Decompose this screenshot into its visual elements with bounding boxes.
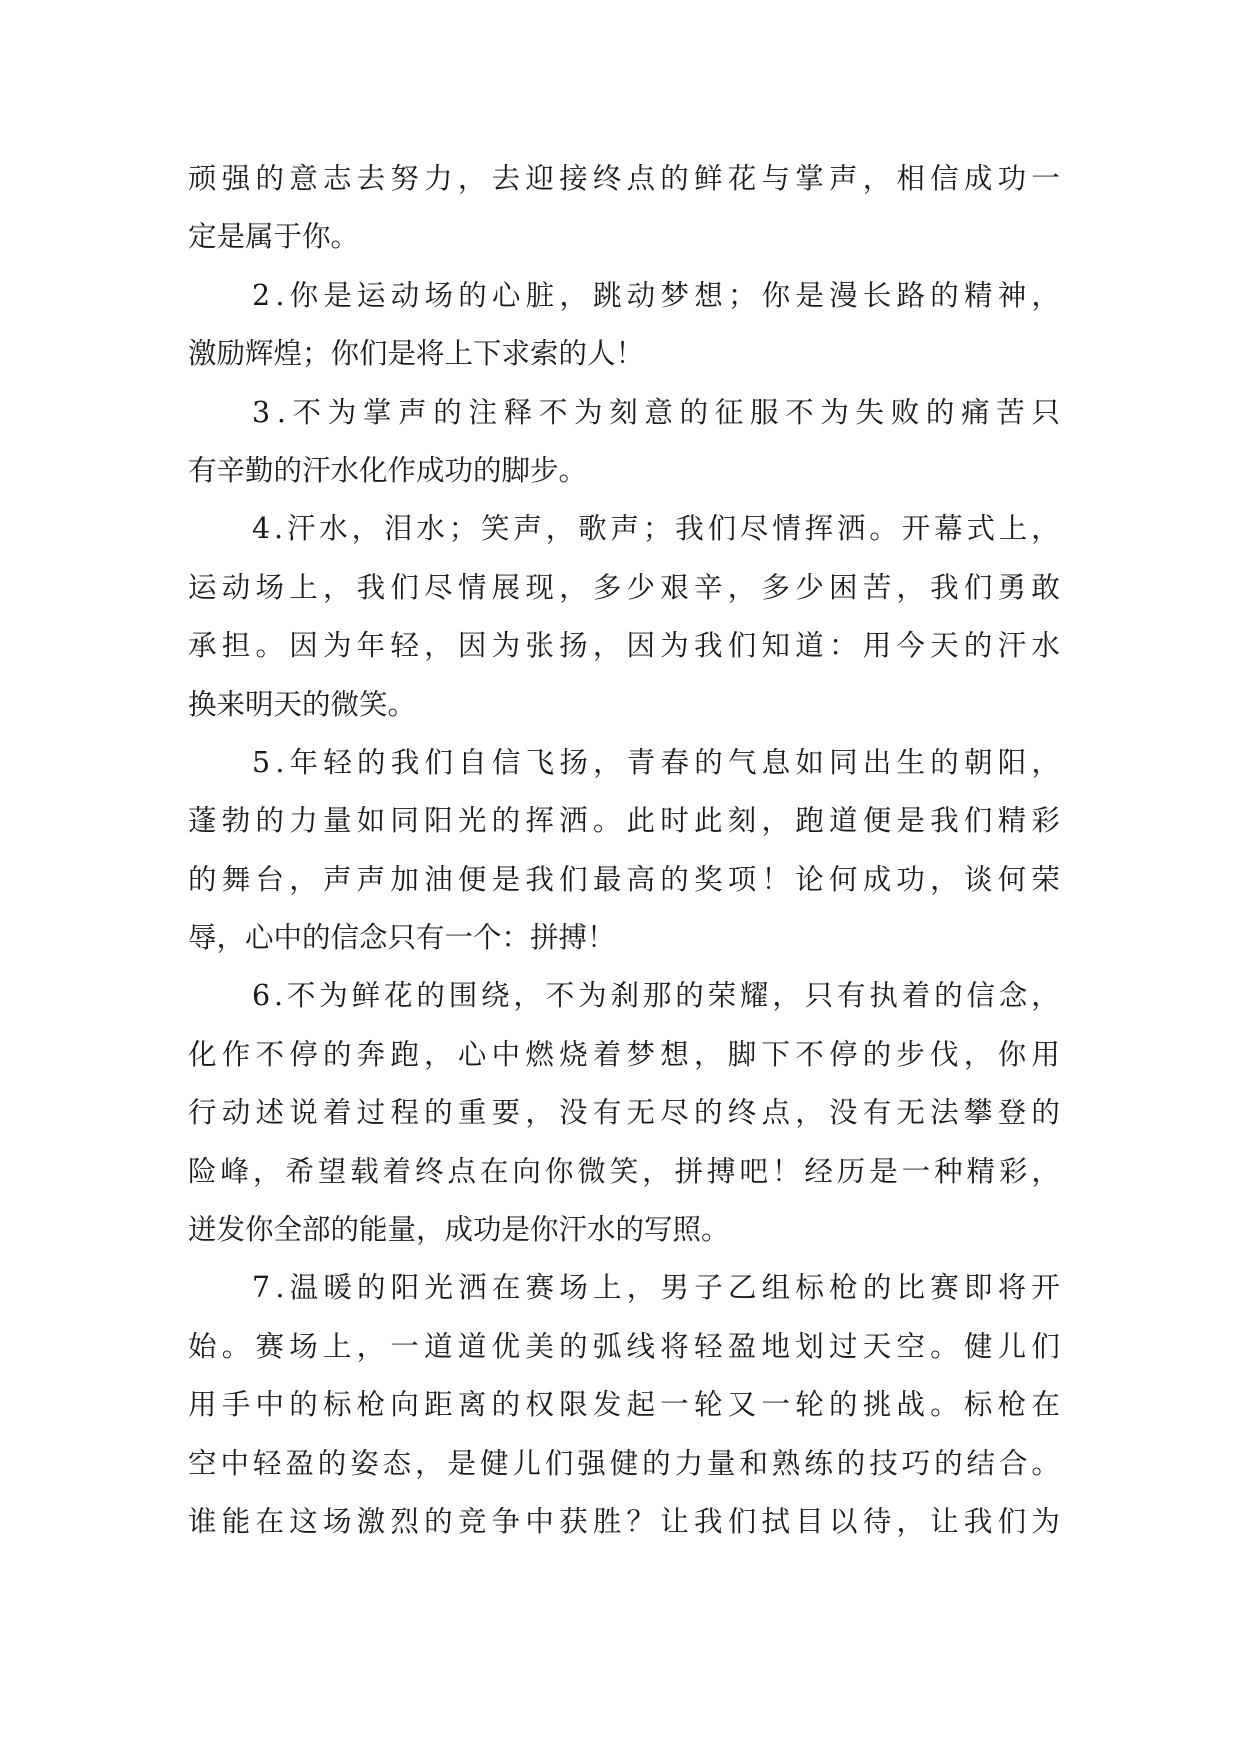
paragraph-first-line: 2 . 你 是 运 动 场 的 心 脏 ， 跳 动 梦 想 ； 你 是 漫 长 路 的 精 神 ， — [252, 278, 1060, 312]
paragraph-line: 谁 能 在 这 场 激 烈 的 竞 争 中 获 胜 ？ 让 我 们 拭 目 以 待 ， 让 我 们 为 — [188, 1504, 1060, 1538]
paragraph-line: 运 动 场 上 ， 我 们 尽 情 展 现 ， 多 少 艰 辛 ， 多 少 困 苦 ， 我 们 勇 敢 — [188, 570, 1060, 604]
paragraph-first-line: 7 . 温 暖 的 阳 光 洒 在 赛 场 上 ， 男 子 乙 组 标 枪 的 比 赛 即 将 开 — [252, 1271, 1060, 1305]
paragraph-line: 有辛勤的汗水化作成功的脚步。 — [188, 453, 588, 487]
paragraph-first-line: 4 . 汗 水 ， 泪 水 ； 笑 声 ， 歌 声 ； 我 们 尽 情 挥 洒 。 开 幕 式 上 ， — [252, 512, 1060, 546]
paragraph-first-line: 5 . 年 轻 的 我 们 自 信 飞 扬 ， 青 春 的 气 息 如 同 出 生 的 朝 阳 ， — [252, 745, 1060, 779]
paragraph-line: 顽 强 的 意 志 去 努 力 ， 去 迎 接 终 点 的 鲜 花 与 掌 声 ， 相 信 成 功 一 — [188, 162, 1060, 195]
paragraph-line: 定是属于你。 — [188, 220, 360, 254]
paragraph-line: 的 舞 台 ， 声 声 加 油 便 是 我 们 最 高 的 奖 项 ！ 论 何 成 功 ， 谈 何 荣 — [188, 862, 1060, 896]
paragraph-line: 迸发你全部的能量，成功是你汗水的写照。 — [188, 1213, 730, 1247]
paragraph-line: 始 。 赛 场 上 ， 一 道 道 优 美 的 弧 线 将 轻 盈 地 划 过 天 空 。 健 儿 们 — [188, 1329, 1060, 1363]
paragraph-line: 用 手 中 的 标 枪 向 距 离 的 权 限 发 起 一 轮 又 一 轮 的 挑 战 。 标 枪 在 — [188, 1388, 1060, 1422]
paragraph-line: 险 峰 ， 希 望 载 着 终 点 在 向 你 微 笑 ， 拼 搏 吧 ！ 经 历 是 一 种 精 彩 ， — [188, 1154, 1060, 1188]
paragraph-first-line: 6 . 不 为 鲜 花 的 围 绕 ， 不 为 刹 那 的 荣 耀 ， 只 有 执 着 的 信 念 ， — [252, 979, 1060, 1013]
document-body — [188, 150, 1060, 1551]
paragraph-line: 行 动 述 说 着 过 程 的 重 要 ， 没 有 无 尽 的 终 点 ， 没 有 无 法 攀 登 的 — [188, 1096, 1060, 1130]
paragraph-line: 空 中 轻 盈 的 姿 态 ， 是 健 儿 们 强 健 的 力 量 和 熟 练 的 技 巧 的 结 合 。 — [188, 1446, 1060, 1480]
paragraph-line: 辱，心中的信念只有一个：拼搏！ — [188, 921, 616, 955]
paragraph-line: 化 作 不 停 的 奔 跑 ， 心 中 燃 烧 着 梦 想 ， 脚 下 不 停 的 步 伐 ， 你 用 — [188, 1037, 1060, 1071]
paragraph-line: 换来明天的微笑。 — [188, 687, 417, 721]
text-lines — [188, 150, 1060, 1551]
paragraph-line: 承 担 。 因 为 年 轻 ， 因 为 张 扬 ， 因 为 我 们 知 道 ： 用 今 天 的 汗 水 — [188, 629, 1060, 663]
paragraph-line: 蓬 勃 的 力 量 如 同 阳 光 的 挥 洒 。 此 时 此 刻 ， 跑 道 便 是 我 们 精 彩 — [188, 804, 1060, 838]
paragraph-line: 激励辉煌；你们是将上下求索的人！ — [188, 337, 645, 371]
paragraph-first-line: 3 . 不 为 掌 声 的 注 释 不 为 刻 意 的 征 服 不 为 失 败 的 痛 苦 只 — [252, 395, 1060, 429]
